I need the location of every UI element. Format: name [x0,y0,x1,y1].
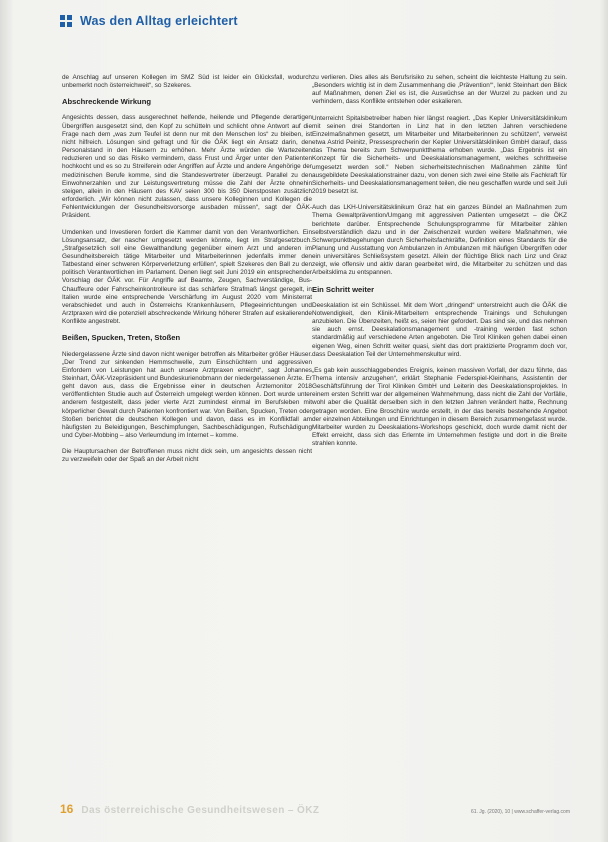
subheading: Beißen, Spucken, Treten, Stoßen [62,333,181,343]
issue-info: 61. Jg. (2020), 10 | www.schaffer-verlag.com [470,809,570,815]
section-title: Was den Alltag erleichtert [80,14,238,28]
paragraph: Umdenken und Investieren fordert die Kammer damit von den Verantwortlichen. Ein Lösungsansatz, der nascher umgesetzt werden könnte, liegt im Strafgesetzbuch. „Strafgesetzlich soll eine Gewalthandlung gegenüber einem Arzt und anderen im Gesundheitsbereich tätige Mitarbeiter und Mitarbeiterinnen jedenfalls immer den Tatbestand einer schweren Körperverletzung erfüllen“, spielt Szekeres den Ball zu den politisch Verantwortlichen im Parlament. Denen liegt seit Juni 2019 ein entsprechender Vorschlag der ÖÄK vor. Für Angriffe auf Beamte, Zeugen, Sachverständige, Bus-Chauffeure oder Fahrscheinkontrolleure ist das schärfere Strafmaß längst geregelt, in Italien wurde eine entsprechende Verschärfung im August 2020 vom Ministerrat verabschiedet und auch in Österreichs Krankenhäusern, Pflegeeinrichtungen und Arztpraxen wird die potenziell abschreckende Wirkung höherer Strafen auf eskalierende Konflikte angestrebt. [62,228,312,326]
paragraph: Angesichts dessen, dass ausgerechnet helfende, heilende und Pflegende derartigen Übergriffen ausgesetzt sind, den Kopf zu schütteln und schlicht ohne Antwort auf die Frage nach dem „was zum Teufel ist denn nur mit den Menschen los“ zu bleiben, ist nicht hilfreich. Lösungen sind gefragt und für die ÖÄK liegt ein Ansatz darin, den Personalstand in den Häusern zu erhöhen. Mehr Ärzte würden die Wartezeiten reduzieren und so das Risiko vermindern, dass Frust und Ärger unter den Patienten hochkocht und es so zu Streiferein oder Angriffen auf Ärzte und andere Angehörige der medizinischen Berufe komme, sind die Standesvertreter überzeugt. Parallel zu den Einwohnerzahlen und zur Leistungsvertretung müsse die Zahl der Ärzte ohnehin steigen, allein in den Häusern des KAV seien 300 bis 350 Dienstposten zusätzlich erforderlich. „Wir können nicht zulassen, dass unsere Kolleginnen und Kollegen die Fehlentwicklungen der Gesundheitsvorsorge ausbaden müssen“, sagt der ÖÄK-Präsident. [62,114,312,220]
page-footer [60,802,570,816]
left-text-column [62,74,312,473]
paragraph: Deeskalation ist ein Schlüssel. Mit dem Wort „dringend“ unterstreicht auch die ÖÄK die Notwendigkeit, den Klinik-Mitarbeitern entsprechende Trainings und Schulungen anzubieten. Die Übenzeiten, heißt es, seien hier gefordert. Das sind sie, und das nehmen sie auch ernst. Deeskalationsmanagement und -training werden fast schon standardmäßig auf verschiedene Arten angeboten. Die Tirol Kliniken gehen dabei einen eigenen Weg, einen Schritt weiter quasi, sieht das dort praktizierte Programm doch vor, dass Deeskalation Teil der Unternehmenskultur wird. [312,301,567,358]
paragraph: Unterreicht Spitalsbetreiber haben hier längst reagiert. „Das Kepler Universitätsklinikum mit seinen drei Standorten in Linz hat in den letzten Jahren verschiedene Einzelmaßnahmen gesetzt, um Mitarbeiter und Mitarbeiterinnen zu schützen“, verweist etwa Astrid Peinitz, Pressesprecherin der Kepler Universitätskliniken GmbH darauf, dass das Thema bereits zum Schwerpunktthema erhoben wurde. „Das Ergebnis ist ein Konzept für die Sicherheits- und Deeskalationsmanagement, welches schrittweise umgesetzt werden soll.“ Neben sicherheitstechnischen Maßnahmen zählte fünf ausgebildete Deeskalationstrainer dazu, von denen sich zwei eine Stelle als Fachkraft für Sicherheits- und Deeskalationsmanagement teilen, die neu geschaffen wurde und seit Juli 2019 besetzt ist. [312,114,567,196]
publication-title: Das österreichische Gesundheitswesen – ÖKZ [81,805,320,816]
paragraph: zu verlieren. Dies alles als Berufsrisiko zu sehen, scheint die leichteste Haltung zu sein. „Besonders wichtig ist in dem Zusammenhang die ‚Prävention‘“, lenkt Steinhart den Blick auf Maßnahmen, denen Ziel es ist, die Auswüchse an der Wurzel zu packen und zu verhindern, dass Konflikte entstehen oder eskalieren. [312,74,567,106]
paragraph: Niedergelassene Ärzte sind davon nicht weniger betroffen als Mitarbeiter größer Häuser. „Der Trend zur sinkenden Hemmschwelle, zum Einschüchtern und aggressiven Einfordern von Leistungen hat auch unsere Arztpraxen erreicht“, sagt Johannes Steinhart, ÖÄK-Vizepräsident und Bundeskurienobmann der niedergelassenen Ärzte. Er geht davon aus, dass die Ergebnisse einer in deutschen Ärztemonitor 2018 veröffentlichten Studie auch auf Österreich umgelegt werden können. Dort wurde unter anderem festgestellt, dass jeder vierte Arzt zumindest einmal im Berufsleben mit körperlicher Gewalt durch Patienten konfrontiert war. Von Beißen, Spucken, Treten oder Stoßen berichtet die deutschen Kollegen und davon, dass es im Konfliktfall am häufigsten zu Beleidigungen, Beschimpfungen, Sachbeschädigungen, Rufschädigung und Cyber-Mobbing – also Verleumdung im Internet – komme. [62,350,312,440]
section-header [60,14,238,28]
paragraph: „Es gab kein ausschlaggebendes Ereignis, keinen massiven Vorfall, der dazu führte, das Thema intensiv anzugehen“, erklärt Stephanie Federspiel-Kleinhans, Assistentin der Geschäftsführung der Tirol Kliniken GmbH und Leiterin des Deeskalationsprojektes. In einem ersten Schritt war der allgemeinen Wahrnehmung, dass nicht die Zahl der Vorfälle, wohl aber die Qualität derselben sich in den letzten Jahren verändert hatte, Rechnung getragen worden. Eine Broschüre wurde erstellt, in der das bereits bestehende Angebot der einzelnen Abteilungen und Einrichtungen in diesem Bereich zusammengefasst wurde. Mitarbeiter wurden zu Deeskalations-Workshops geschickt, doch wurde damit nicht der Effekt erreicht, dass sich das Erlernte im Unternehmen festigte und dort in die Breite strahlen konnte. [312,366,567,448]
paragraph: Auch das LKH-Universitätsklinikum Graz hat ein ganzes Bündel an Maßnahmen zum Thema Gewaltprävention/Umgang mit aggressiven Patienten umgesetzt – die ÖKZ berichtete darüber. Entsprechende Schulungsprogramme für Mitarbeiter zählen selbstverständlich dazu und in der Zwischenzeit wurden weitere Maßnahmen, wie Schwerpunktbegehungen durch Sicherheitsfachkräfte, Definition eines Standards für die Planung und Ausstattung von Ambulanzen in Ambulanzen mit häufigen Übergriffen oder ein universitäres Schließsystem gesetzt. Allein der flüchtige Blick nach Linz und Graz zeigt, wie offensiv und aktiv daran gearbeitet wird, die Mitarbeiter zu schützen und das Arbeitsklima zu entspannen. [312,204,567,277]
subheading: Ein Schritt weiter [312,284,375,294]
grid-dots-icon [60,15,72,27]
subheading: Abschreckende Wirkung [62,97,151,107]
page-number: 16 [60,802,74,816]
paragraph: Die Hauptursachen der Betroffenen muss nicht dick sein, um angesichts dessen nicht zu verzweifeln oder der Spaß an der Arbeit nicht [62,448,312,464]
paragraph: de Anschlag auf unseren Kollegen im SMZ Süd ist leider ein Glücksfall, wodurch unbemerkt noch österreichweit“, so Szekeres. [62,74,312,90]
right-text-column [312,74,567,456]
